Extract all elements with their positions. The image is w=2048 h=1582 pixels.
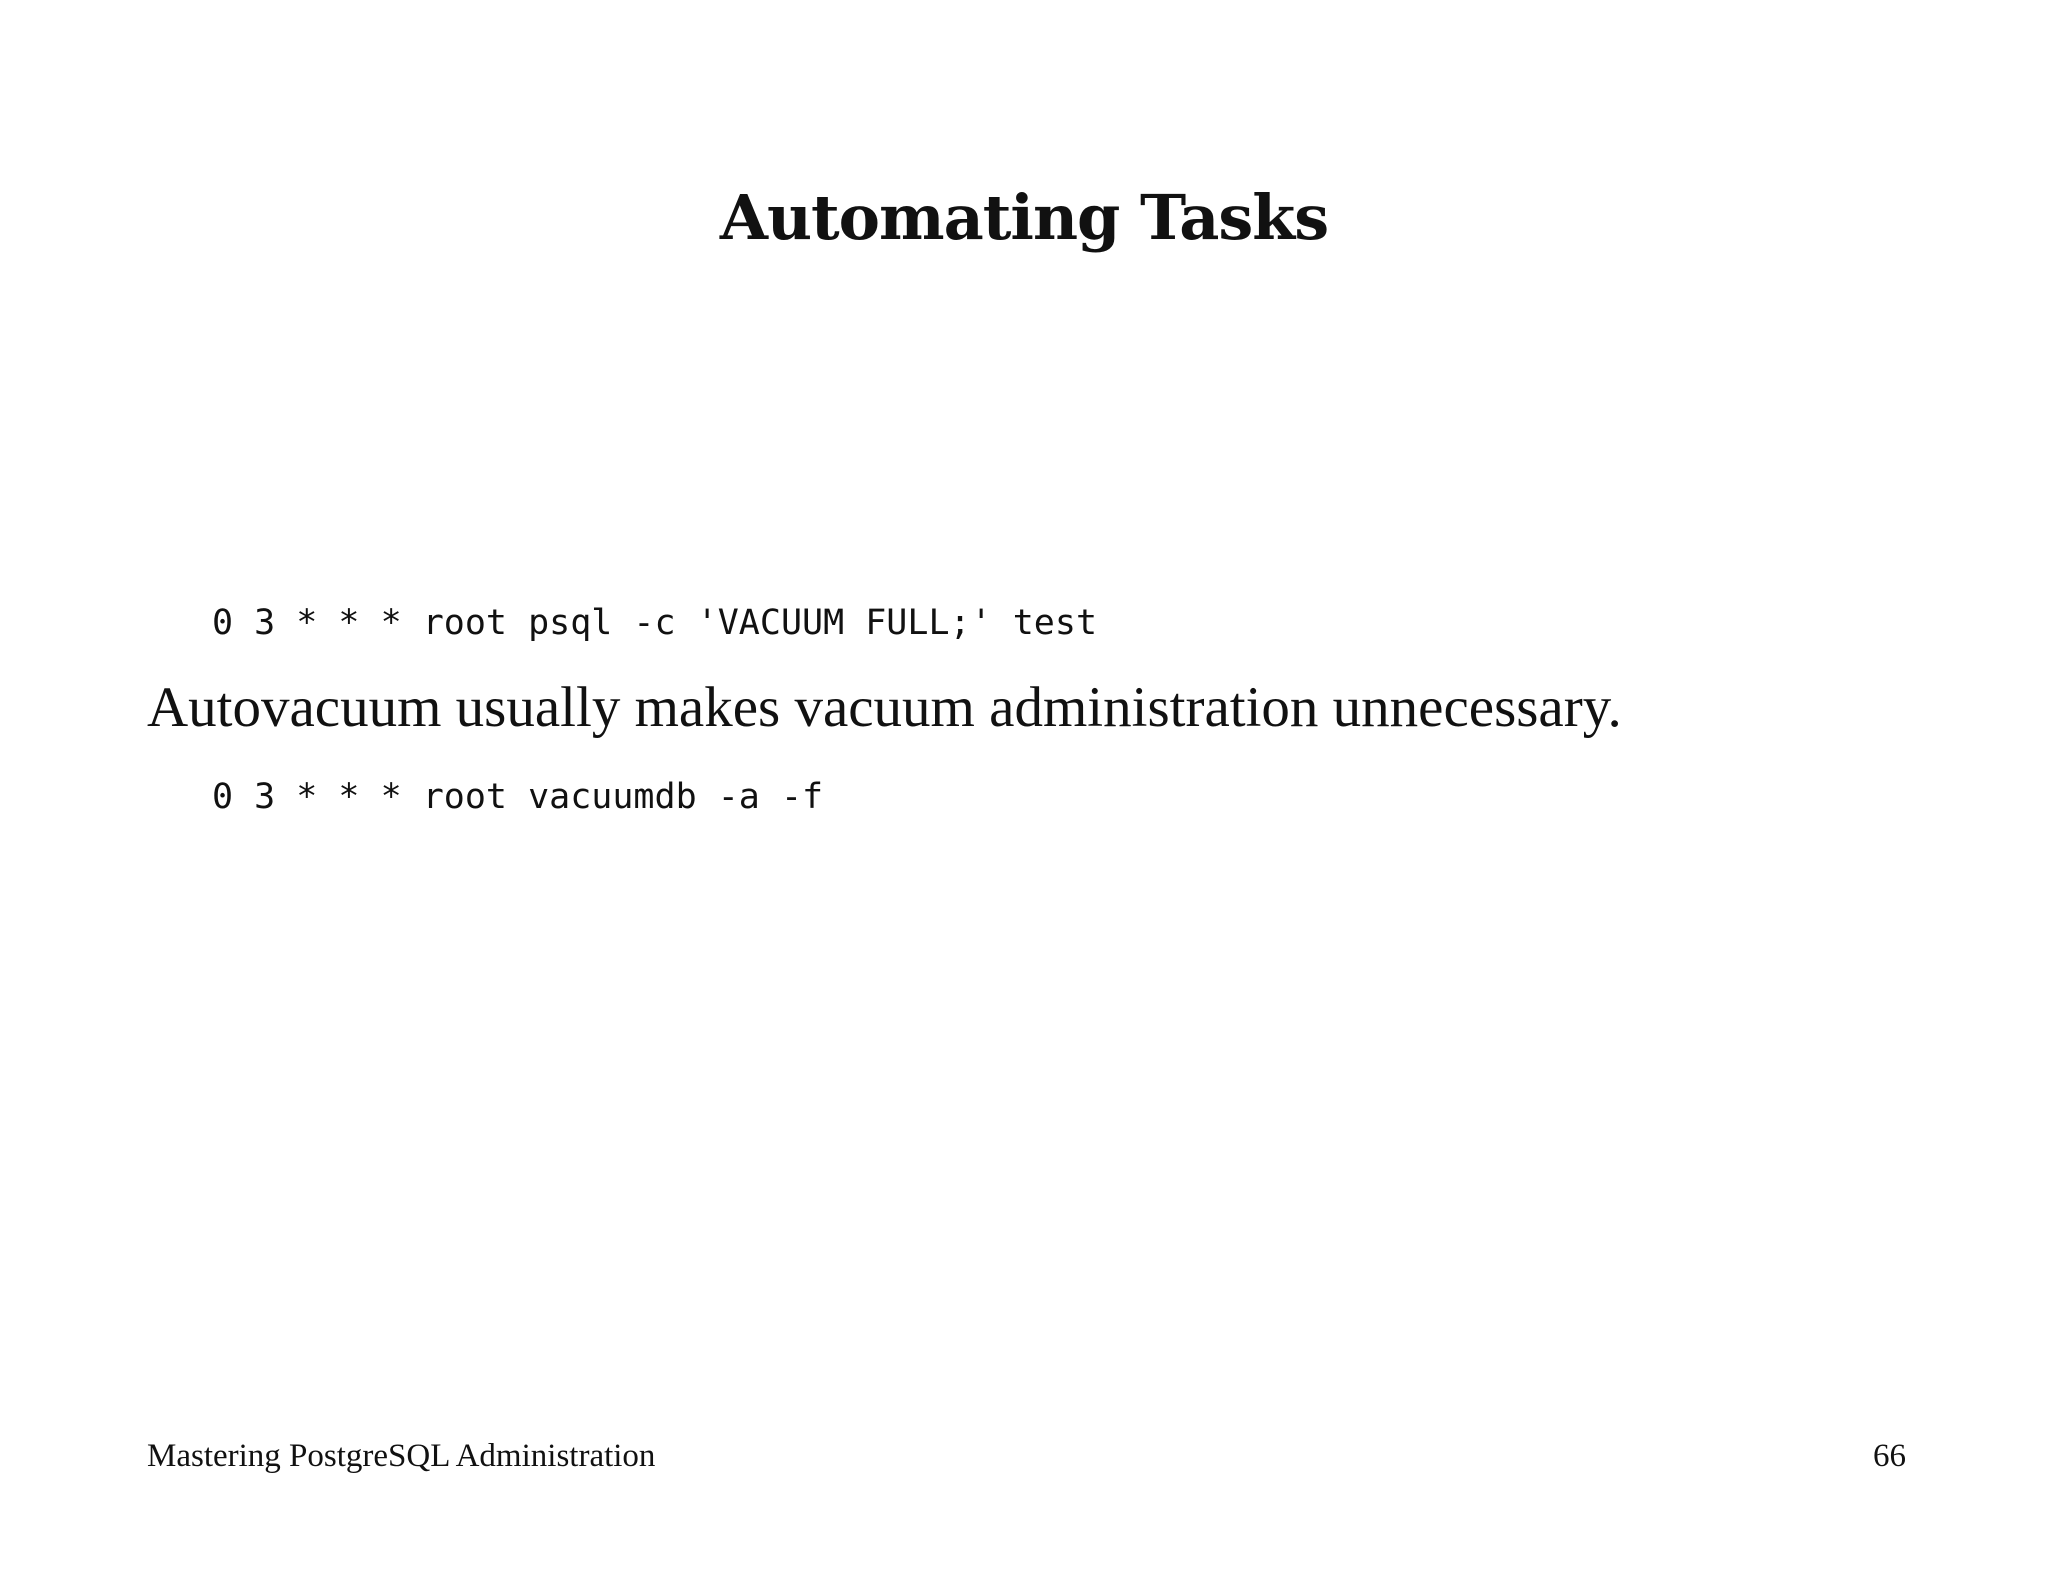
code-line-vacuumdb: 0 3 * * * root vacuumdb -a -f: [212, 777, 824, 817]
body-text: Autovacuum usually makes vacuum administration unnecessary.: [147, 676, 1622, 739]
footer-book-title: Mastering PostgreSQL Administration: [147, 1438, 656, 1474]
code-line-psql-vacuum: 0 3 * * * root psql -c 'VACUUM FULL;' test: [212, 603, 1098, 643]
slide-title: Automating Tasks: [719, 181, 1329, 254]
page-number: 66: [1873, 1438, 1906, 1474]
